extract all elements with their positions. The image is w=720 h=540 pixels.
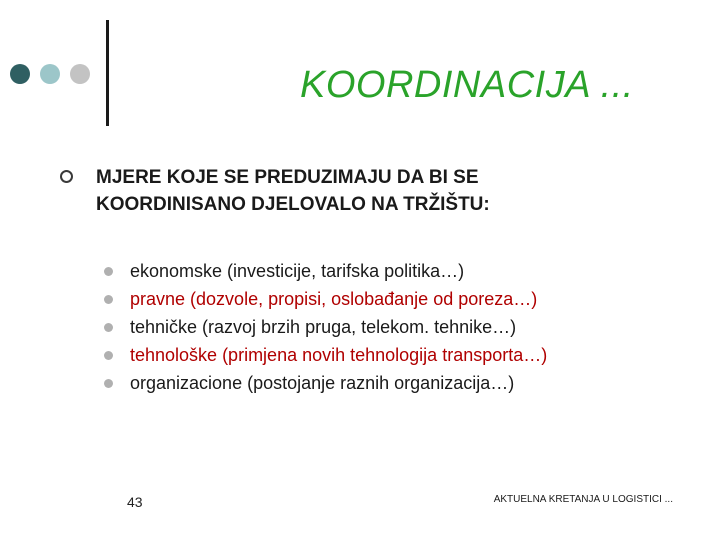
page-number: 43	[127, 494, 143, 510]
hollow-circle-bullet-icon	[60, 170, 73, 183]
list-item-text: ekonomske (investicije, tarifska politika…)	[130, 261, 465, 281]
gray-dot-icon	[70, 64, 90, 84]
list-item	[104, 313, 704, 341]
list-item-text: tehničke (razvoj brzih pruga, telekom. tehnike…)	[130, 317, 517, 337]
main-bullet-line-1: MJERE KOJE SE PREDUZIMAJU DA BI SE	[96, 167, 479, 188]
list-item	[104, 369, 704, 397]
gray-dot-bullet-icon	[104, 379, 113, 388]
list-item-text: tehnološke (primjena novih tehnologija transporta…)	[130, 345, 548, 365]
sub-bullet-list	[104, 257, 704, 397]
main-bullet-text	[96, 164, 656, 218]
list-item-text: organizacione (postojanje raznih organizacija…)	[130, 373, 515, 393]
list-item	[104, 257, 704, 285]
dark-teal-dot-icon	[10, 64, 30, 84]
list-item	[104, 341, 704, 369]
slide-title: KOORDINACIJA ...	[300, 64, 634, 106]
gray-dot-bullet-icon	[104, 267, 113, 276]
gray-dot-bullet-icon	[104, 323, 113, 332]
main-bullet-line-2: KOORDINISANO DJELOVALO NA TRŽIŠTU:	[96, 194, 490, 215]
footer-text: AKTUELNA KRETANJA U LOGISTICI ...	[493, 494, 673, 505]
light-teal-dot-icon	[40, 64, 60, 84]
list-item-text: pravne (dozvole, propisi, oslobađanje od poreza…)	[130, 289, 538, 309]
list-item	[104, 285, 704, 313]
decorative-dots	[10, 64, 100, 86]
gray-dot-bullet-icon	[104, 351, 113, 360]
vertical-divider	[106, 20, 109, 126]
gray-dot-bullet-icon	[104, 295, 113, 304]
